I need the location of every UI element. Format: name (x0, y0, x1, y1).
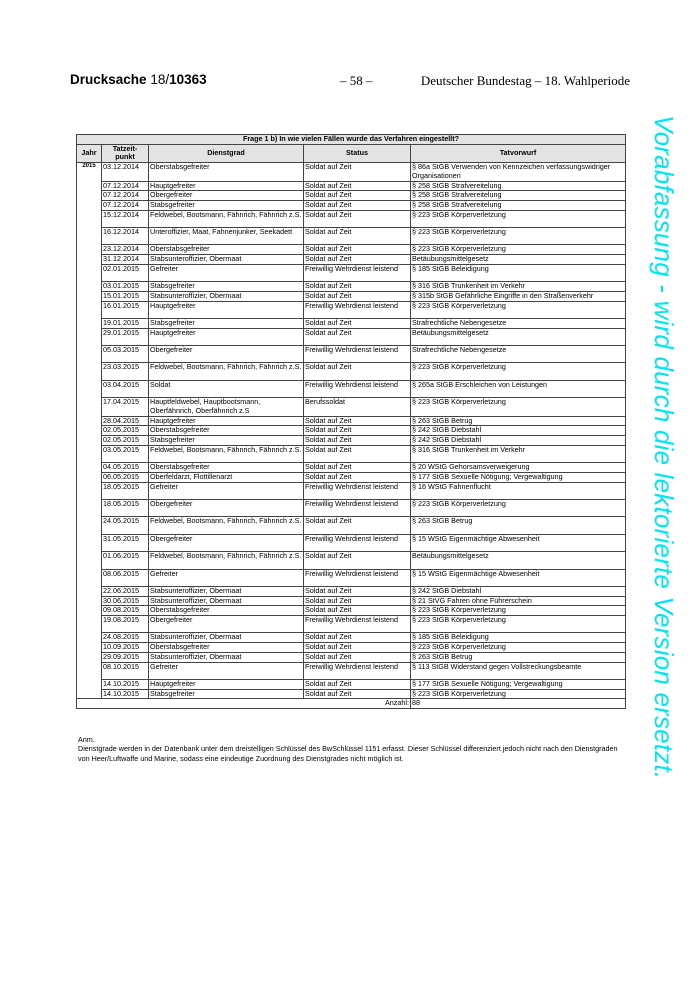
table-row (77, 363, 626, 380)
cell-status: Freiwillig Wehrdienst leistend (304, 569, 411, 586)
cases-table (76, 134, 626, 709)
cell-charge: § 15 WStG Eigenmächtige Abwesenheit (411, 534, 626, 551)
cell-charge: § 263 StGB Betrug (411, 416, 626, 426)
cell-charge: § 185 StGB Beleidigung (411, 264, 626, 281)
cell-rank: Stabsunteroffizier, Obermaat (149, 633, 304, 643)
cell-rank: Gefreiter (149, 662, 304, 679)
cell-status: Soldat auf Zeit (304, 633, 411, 643)
cell-status: Soldat auf Zeit (304, 319, 411, 329)
table-row (77, 445, 626, 462)
cell-date: 23.03.2015 (102, 363, 149, 380)
cell-status: Soldat auf Zeit (304, 245, 411, 255)
cell-charge: § 316 StGB Trunkenheit im Verkehr (411, 445, 626, 462)
cell-charge: § 223 StGB Körperverletzung (411, 616, 626, 633)
cell-status: Soldat auf Zeit (304, 606, 411, 616)
cell-status: Soldat auf Zeit (304, 472, 411, 482)
cell-charge: Betäubungsmittelgesetz (411, 552, 626, 569)
cell-date: 28.04.2015 (102, 416, 149, 426)
table-row (77, 291, 626, 301)
cell-rank: Stabsunteroffizier, Obermaat (149, 291, 304, 301)
cell-rank: Feldwebel, Bootsmann, Fähnrich, Fähnrich z.S. (149, 363, 304, 380)
footnote-title: Anm. (78, 735, 95, 744)
cell-charge: Betäubungsmittelgesetz (411, 328, 626, 345)
cell-status: Freiwillig Wehrdienst leistend (304, 662, 411, 679)
page-header (70, 72, 630, 92)
cell-rank: Oberfeldarzt, Flottillenarzt (149, 472, 304, 482)
cell-status: Soldat auf Zeit (304, 416, 411, 426)
cell-status: Freiwillig Wehrdienst leistend (304, 264, 411, 281)
table-row (77, 200, 626, 210)
cell-date: 02.05.2015 (102, 426, 149, 436)
cell-status: Freiwillig Wehrdienst leistend (304, 346, 411, 363)
cell-date: 03.12.2014 (102, 163, 149, 181)
cell-date: 19.08.2015 (102, 616, 149, 633)
cell-date: 18.05.2015 (102, 499, 149, 516)
cell-charge: § 223 StGB Körperverletzung (411, 363, 626, 380)
cell-date: 03.05.2015 (102, 445, 149, 462)
table-row (77, 482, 626, 499)
cell-charge: § 315b StGB Gefährliche Eingriffe in den Straßenverkehr (411, 291, 626, 301)
cell-status: Freiwillig Wehrdienst leistend (304, 499, 411, 516)
cell-charge: § 86a StGB Verwenden von Kennzeichen verfassungswidriger Organisationen (411, 163, 626, 181)
cell-status: Freiwillig Wehrdienst leistend (304, 301, 411, 318)
cell-date: 23.12.2014 (102, 245, 149, 255)
cell-date: 15.12.2014 (102, 210, 149, 227)
cell-rank: Oberstabsgefreiter (149, 606, 304, 616)
cell-rank: Hauptgefreiter (149, 301, 304, 318)
cell-status: Freiwillig Wehrdienst leistend (304, 534, 411, 551)
cell-date: 10.09.2015 (102, 643, 149, 653)
cell-date: 16.12.2014 (102, 228, 149, 245)
cell-status: Berufssoldat (304, 398, 411, 416)
table-row (77, 328, 626, 345)
footnote-text: Dienstgrade werden in der Datenbank unter dem dreistelligen Schlüssel des BwSchlüssel 1151 erfasst. Dieser Schlüssel differenziert jedoch nicht nach den Dienstgraden von Heer/Luftwaffe und Marine, sodass eine eindeutige Zuordnung des Dienstgrades nicht möglich ist. (78, 744, 618, 763)
cell-charge: § 263 StGB Betrug (411, 517, 626, 534)
cell-charge: § 223 StGB Körperverletzung (411, 643, 626, 653)
table-row (77, 255, 626, 265)
cell-rank: Stabsunteroffizier, Obermaat (149, 255, 304, 265)
table-row (77, 662, 626, 679)
cell-status: Soldat auf Zeit (304, 445, 411, 462)
cell-date: 09.08.2015 (102, 606, 149, 616)
cell-rank: Obergefreiter (149, 191, 304, 201)
cell-charge: § 263 StGB Betrug (411, 652, 626, 662)
table-row (77, 436, 626, 446)
cell-rank: Oberstabsgefreiter (149, 463, 304, 473)
cell-charge: § 223 StGB Körperverletzung (411, 398, 626, 416)
cell-charge: § 223 StGB Körperverletzung (411, 228, 626, 245)
cell-status: Soldat auf Zeit (304, 191, 411, 201)
cell-charge: § 316 StGB Trunkenheit im Verkehr (411, 282, 626, 292)
cell-charge: § 177 StGB Sexuelle Nötigung; Vergewaltigung (411, 679, 626, 689)
cell-status: Soldat auf Zeit (304, 228, 411, 245)
cell-date: 31.12.2014 (102, 255, 149, 265)
cell-date: 06.05.2015 (102, 472, 149, 482)
doc-number-main: 10363 (169, 72, 207, 87)
cell-date: 31.05.2015 (102, 534, 149, 551)
cell-charge: § 258 StGB Strafvereitelung (411, 181, 626, 191)
table-row (77, 210, 626, 227)
cell-rank: Stabsunteroffizier, Obermaat (149, 596, 304, 606)
cell-date: 24.08.2015 (102, 633, 149, 643)
cell-date: 02.05.2015 (102, 436, 149, 446)
cell-status: Soldat auf Zeit (304, 552, 411, 569)
cell-charge: § 223 StGB Körperverletzung (411, 689, 626, 699)
table-row (77, 426, 626, 436)
table-row (77, 319, 626, 329)
cell-status: Soldat auf Zeit (304, 181, 411, 191)
table-row (77, 616, 626, 633)
cell-date: 07.12.2014 (102, 191, 149, 201)
cell-date: 19.01.2015 (102, 319, 149, 329)
cell-status: Freiwillig Wehrdienst leistend (304, 616, 411, 633)
footnote (78, 735, 618, 763)
cell-status: Soldat auf Zeit (304, 652, 411, 662)
cell-rank: Oberstabsgefreiter (149, 245, 304, 255)
table-row (77, 245, 626, 255)
table-row (77, 499, 626, 516)
cell-rank: Gefreiter (149, 264, 304, 281)
cell-charge: § 16 WStG Fahnenflucht (411, 482, 626, 499)
column-header-status: Status (304, 144, 411, 162)
cell-rank: Gefreiter (149, 482, 304, 499)
doc-number-prefix: 18/ (150, 72, 170, 87)
cell-date: 16.01.2015 (102, 301, 149, 318)
cell-status: Soldat auf Zeit (304, 689, 411, 699)
cell-rank: Stabsgefreiter (149, 436, 304, 446)
document-number (70, 72, 207, 87)
table-row (77, 416, 626, 426)
table-row (77, 163, 626, 181)
cell-charge: § 15 WStG Eigenmächtige Abwesenheit (411, 569, 626, 586)
cell-rank: Hauptgefreiter (149, 328, 304, 345)
cell-charge: § 223 StGB Körperverletzung (411, 606, 626, 616)
table-row (77, 463, 626, 473)
cell-rank: Oberstabsgefreiter (149, 426, 304, 436)
cell-rank: Hauptgefreiter (149, 679, 304, 689)
table-row (77, 679, 626, 689)
table-row (77, 633, 626, 643)
watermark-text: Vorabfassung - wird durch die lektorierte Version ersetzt. (649, 115, 679, 780)
cell-status: Soldat auf Zeit (304, 586, 411, 596)
cell-date: 07.12.2014 (102, 181, 149, 191)
table-row (77, 398, 626, 416)
cell-rank: Feldwebel, Bootsmann, Fähnrich, Fähnrich z.S. (149, 517, 304, 534)
table-row (77, 472, 626, 482)
cell-date: 07.12.2014 (102, 200, 149, 210)
table-row (77, 517, 626, 534)
cell-rank: Hauptgefreiter (149, 416, 304, 426)
total-value: 88 (411, 699, 626, 709)
cell-status: Soldat auf Zeit (304, 436, 411, 446)
cell-date: 14.10.2015 (102, 689, 149, 699)
doc-label: Drucksache (70, 72, 147, 87)
table-row (77, 534, 626, 551)
column-header-rank: Dienstgrad (149, 144, 304, 162)
table-row (77, 586, 626, 596)
cell-status: Soldat auf Zeit (304, 163, 411, 181)
cell-rank: Stabsgefreiter (149, 689, 304, 699)
column-header-charge: Tatvorwurf (411, 144, 626, 162)
cell-rank: Obergefreiter (149, 346, 304, 363)
column-header-time: Tatzeit-punkt (102, 144, 149, 162)
cell-status: Soldat auf Zeit (304, 596, 411, 606)
cell-charge: § 223 StGB Körperverletzung (411, 210, 626, 227)
cell-charge: § 258 StGB Strafvereitelung (411, 191, 626, 201)
cell-charge: § 242 StGB Diebstahl (411, 436, 626, 446)
cell-charge: § 242 StGB Diebstahl (411, 426, 626, 436)
cell-date: 15.01.2015 (102, 291, 149, 301)
year-cell: 2015 (77, 163, 102, 699)
cell-rank: Oberstabsgefreiter (149, 643, 304, 653)
cell-rank: Feldwebel, Bootsmann, Fähnrich, Fähnrich z.S. (149, 445, 304, 462)
page-number: – 58 – (340, 73, 373, 88)
cell-status: Soldat auf Zeit (304, 679, 411, 689)
cell-date: 03.04.2015 (102, 380, 149, 397)
cell-date: 04.05.2015 (102, 463, 149, 473)
cell-rank: Stabsunteroffizier, Obermaat (149, 586, 304, 596)
cell-status: Soldat auf Zeit (304, 363, 411, 380)
table-row (77, 652, 626, 662)
table-row (77, 301, 626, 318)
column-header-year: Jahr (77, 144, 102, 162)
cell-rank: Obergefreiter (149, 616, 304, 633)
cell-rank: Stabsgefreiter (149, 200, 304, 210)
cell-charge: § 113 StGB Widerstand gegen Vollstreckungsbeamte (411, 662, 626, 679)
cell-charge: Strafrechtliche Nebengesetze (411, 346, 626, 363)
cell-charge: § 265a StGB Erschleichen von Leistungen (411, 380, 626, 397)
table-row (77, 552, 626, 569)
cell-status: Freiwillig Wehrdienst leistend (304, 482, 411, 499)
cell-rank: Oberstabsgefreiter (149, 163, 304, 181)
cell-status: Soldat auf Zeit (304, 643, 411, 653)
cell-date: 03.01.2015 (102, 282, 149, 292)
cell-rank: Stabsgefreiter (149, 282, 304, 292)
table-row (77, 596, 626, 606)
cell-date: 22.06.2015 (102, 586, 149, 596)
cell-status: Soldat auf Zeit (304, 328, 411, 345)
cell-date: 29.09.2015 (102, 652, 149, 662)
table-row (77, 282, 626, 292)
total-label: Anzahl: (77, 699, 411, 709)
cell-rank: Soldat (149, 380, 304, 397)
cell-date: 29.01.2015 (102, 328, 149, 345)
cell-status: Soldat auf Zeit (304, 517, 411, 534)
cell-charge: § 223 StGB Körperverletzung (411, 245, 626, 255)
table-row (77, 606, 626, 616)
cell-rank: Hauptgefreiter (149, 181, 304, 191)
cell-charge: § 185 StGB Beleidigung (411, 633, 626, 643)
cell-rank: Stabsgefreiter (149, 319, 304, 329)
total-row (77, 699, 626, 709)
cell-date: 05.03.2015 (102, 346, 149, 363)
cell-date: 08.06.2015 (102, 569, 149, 586)
cell-date: 30.06.2015 (102, 596, 149, 606)
table-row (77, 643, 626, 653)
table-caption: Frage 1 b) In wie vielen Fällen wurde das Verfahren eingestellt? (77, 135, 626, 145)
cell-charge: § 21 StVG Fahren ohne Führerschein (411, 596, 626, 606)
cell-rank: Unteroffizier, Maat, Fahnenjunker, Seekadett (149, 228, 304, 245)
table-row (77, 228, 626, 245)
table-row (77, 346, 626, 363)
cell-rank: Obergefreiter (149, 499, 304, 516)
cell-date: 02.01.2015 (102, 264, 149, 281)
table-row (77, 380, 626, 397)
table-row (77, 689, 626, 699)
cell-status: Soldat auf Zeit (304, 255, 411, 265)
cell-date: 08.10.2015 (102, 662, 149, 679)
cell-rank: Feldwebel, Bootsmann, Fähnrich, Fähnrich z.S. (149, 210, 304, 227)
cell-charge: Betäubungsmittelgesetz (411, 255, 626, 265)
cell-charge: § 258 StGB Strafvereitelung (411, 200, 626, 210)
cell-date: 17.04.2015 (102, 398, 149, 416)
cell-status: Soldat auf Zeit (304, 210, 411, 227)
cell-charge: § 177 StGB Sexuelle Nötigung; Vergewaltigung (411, 472, 626, 482)
table-row (77, 569, 626, 586)
cell-charge: § 223 StGB Körperverletzung (411, 301, 626, 318)
table-row (77, 191, 626, 201)
cell-rank: Feldwebel, Bootsmann, Fähnrich, Fähnrich z.S. (149, 552, 304, 569)
cell-rank: Obergefreiter (149, 534, 304, 551)
cell-charge: § 223 StGB Körperverletzung (411, 499, 626, 516)
cell-charge: Strafrechtliche Nebengesetze (411, 319, 626, 329)
cell-rank: Hauptfeldwebel, Hauptbootsmann, Oberfähnrich, Oberfähnrich z.S (149, 398, 304, 416)
cell-date: 24.05.2015 (102, 517, 149, 534)
cell-status: Soldat auf Zeit (304, 200, 411, 210)
cell-rank: Stabsunteroffizier, Obermaat (149, 652, 304, 662)
cell-status: Soldat auf Zeit (304, 291, 411, 301)
cell-date: 01.06.2015 (102, 552, 149, 569)
cell-date: 18.05.2015 (102, 482, 149, 499)
cell-status: Freiwillig Wehrdienst leistend (304, 380, 411, 397)
cell-rank: Gefreiter (149, 569, 304, 586)
cell-charge: § 242 StGB Diebstahl (411, 586, 626, 596)
cell-charge: § 20 WStG Gehorsamsverweigerung (411, 463, 626, 473)
header-parliament: Deutscher Bundestag – 18. Wahlperiode (420, 73, 630, 88)
cell-status: Soldat auf Zeit (304, 426, 411, 436)
cell-date: 14.10.2015 (102, 679, 149, 689)
table-row (77, 264, 626, 281)
table-row (77, 181, 626, 191)
cell-status: Soldat auf Zeit (304, 282, 411, 292)
cell-status: Soldat auf Zeit (304, 463, 411, 473)
